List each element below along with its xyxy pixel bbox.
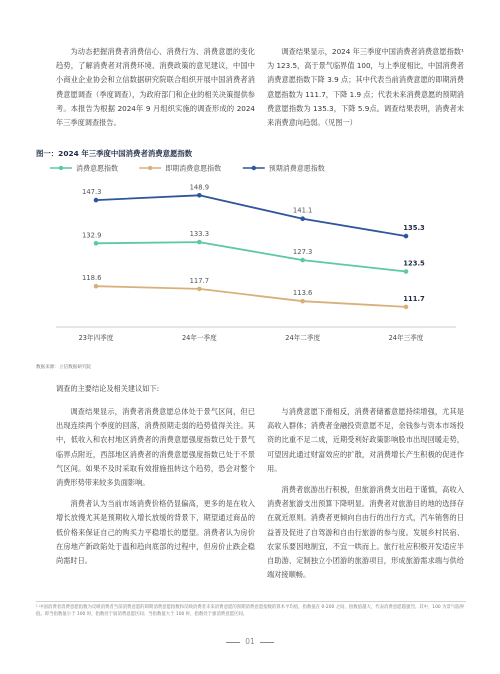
x-tick-label-1: 24年一季度 xyxy=(181,334,217,342)
data-point-2-1 xyxy=(197,193,202,198)
legend-label-1: 即期消费意愿指数 xyxy=(165,164,222,173)
data-label-1-1: 117.7 xyxy=(189,276,210,285)
footnote: ¹ 中国消费者消费意愿指数为反映消费者当前消费意愿的即期消费意愿指数和反映消费者未来消费意愿的预期消费意愿指数的算术平均值，指数值在 0-200 之间，指数值越大，代表消费意愿越强烈。其中，100 为景气临界值。即当指数值小于 100 时，指数处于弱消费意愿区间；当指数值大于 100 时，指数处于强消费意愿区间。 xyxy=(36,605,465,617)
x-tick-label-3: 24年三季度 xyxy=(388,334,424,342)
body-right-paragraph-2: 消费者旅游出行积极，但旅游消费支出趋于谨慎，高收入消费者旅游支出预算下降明显。消费者对旅游目的地的选择存在就近原则。消费者更倾向自由行的出行方式，汽车销售的日益普及促进了自驾游和自由行旅游的参与度。发展乡村民宿、农家乐要因地制宜，不宜一哄而上。旅行社应积极开发适应半自助游、定制独立小团游的旅游项目，形成旅游需求端与供给端对接顺畅。 xyxy=(267,485,464,580)
data-label-1-0: 118.6 xyxy=(82,274,102,283)
body-left-column xyxy=(56,405,255,575)
legend-marker-0 xyxy=(59,166,63,170)
data-point-1-2 xyxy=(300,299,305,304)
body-left-paragraph-2: 消费者认为当前市场消费价格仍显偏高，更多的是在收入增长放慢尤其是预期收入增长放缓的背景下，期望通过商品的低价格来保证自己的购买力平稳增长的愿望。消费者认为房价在房地产新政陷处于温和趋向底部的过程中，但房价止跌企稳尚需时日。 xyxy=(56,499,255,566)
consumer-willingness-line-chart xyxy=(36,160,466,356)
data-point-1-0 xyxy=(94,284,99,289)
data-point-1-1 xyxy=(197,287,202,292)
page-number-dash-right xyxy=(260,642,274,643)
data-point-2-3 xyxy=(404,234,409,239)
page-number-footer xyxy=(0,637,500,646)
data-point-0-0 xyxy=(94,241,99,246)
data-label-0-2: 127.3 xyxy=(292,248,313,257)
page-number-dash-left xyxy=(226,642,240,643)
body-left-paragraph-1: 调查结果显示，消费者消费意愿总体处于景气区间，但已出现连续两个季度的回落，消费预期走弱的趋势值得关注。其中，低收入和农村地区消费者的消费意愿强度指数已处于景气临界点附近，西部地区消费者的消费意愿强度指数已处于不景气区间。如果不及时采取有效措施扭转这个趋势，恐会对整个消费形势带来较多负面影响。 xyxy=(56,407,255,488)
data-label-0-0: 132.9 xyxy=(82,231,102,240)
data-point-2-0 xyxy=(94,198,99,203)
intro-left-paragraph: 为动态把握消费者消费信心、消费行为、消费意愿的变化趋势，了解消费者对消费环境、消费政策的意见建议，中国中小商业企业协会和立信数据研究院联合组织开展中国消费者消费意愿调查（季度调查），为政府部门和企业的相关决策提供参考。本报告为根据 2024年 9 月组织实施的调查形成的 2024 年三季度调查报告。 xyxy=(56,47,255,128)
footnote-divider xyxy=(36,601,466,602)
legend-marker-1 xyxy=(148,166,152,170)
data-label-1-2: 113.6 xyxy=(292,289,313,298)
conclusions-heading: 调查的主要结论及相关建议如下: xyxy=(56,384,160,393)
data-label-2-1: 148.9 xyxy=(189,183,210,192)
series-line-1 xyxy=(96,286,406,307)
data-point-2-2 xyxy=(300,216,305,221)
data-point-1-3 xyxy=(404,305,409,310)
intro-left-column xyxy=(56,45,255,130)
data-label-2-2: 141.1 xyxy=(292,206,313,215)
data-label-0-1: 133.3 xyxy=(189,230,210,239)
body-right-column xyxy=(267,405,464,589)
series-line-2 xyxy=(96,195,406,239)
body-right-paragraph-1: 与消费意愿下滑相反，消费者储蓄意愿持续增强，尤其是高收入群体；消费者金融投资意愿不足，余钱参与资本市场投资的比重不足二成，近期受利好政策影响股市出现回暖走势，可望因此通过财富效应的扩散，对消费增长产生积极的促进作用。 xyxy=(267,407,464,473)
data-label-2-3: 135.3 xyxy=(403,224,425,233)
x-tick-label-2: 24年二季度 xyxy=(285,334,321,342)
data-point-0-1 xyxy=(197,240,202,245)
data-label-2-0: 147.3 xyxy=(82,188,102,197)
data-label-0-3: 123.5 xyxy=(403,259,425,268)
legend-label-0: 消费意愿指数 xyxy=(76,164,118,173)
legend-label-2: 预期消费意愿指数 xyxy=(268,164,325,173)
intro-right-paragraph: 调查结果显示，2024 年三季度中国消费者消费意愿指数¹为 123.5，高于景气临界值 100，与上季度相比，中国消费者消费意愿指数下降 3.9 点；其中代表当前消费意愿的即期消费意愿指数为 111.7，下降 1.9 点；代表未来消费意愿的预期消费意愿指数为 135.3，下降 5.9点。调查结果表明，消费者未来消费意向趋弱。（见图一） xyxy=(267,47,464,128)
intro-right-column xyxy=(267,45,464,130)
data-label-1-3: 111.7 xyxy=(403,294,425,303)
legend-marker-2 xyxy=(252,166,256,170)
x-tick-label-0: 23年四季度 xyxy=(78,334,114,342)
series-line-0 xyxy=(96,242,406,271)
figure-title: 图一：2024 年三季度中国消费者消费意愿指数 xyxy=(36,149,193,158)
data-source-note: 数据来源：立信数据研究院 xyxy=(36,365,92,370)
page-number: 01 xyxy=(245,637,255,646)
data-point-0-2 xyxy=(300,258,305,263)
data-point-0-3 xyxy=(404,269,409,274)
